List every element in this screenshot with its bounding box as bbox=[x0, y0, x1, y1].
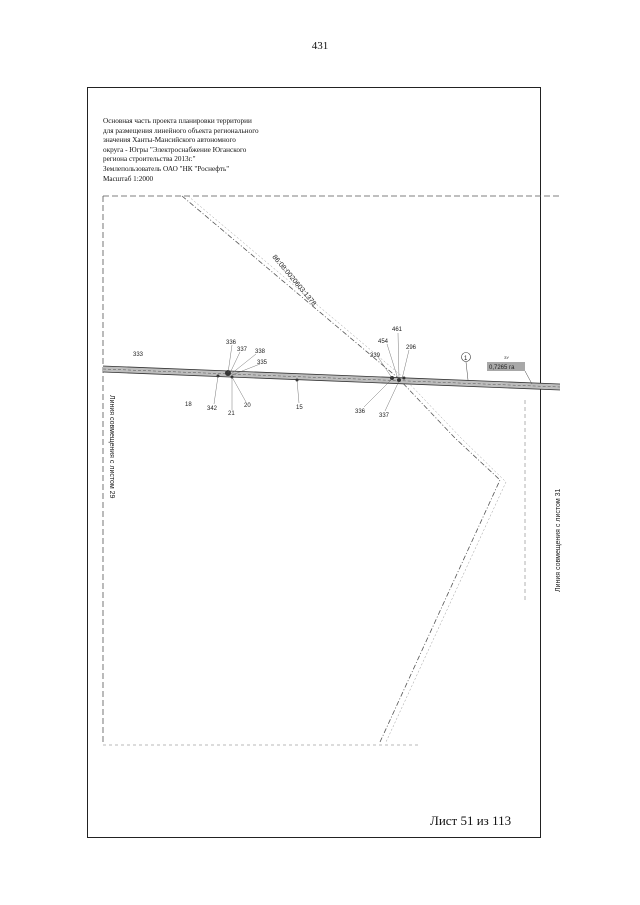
area-small-label: ЗУ bbox=[504, 355, 509, 360]
leader bbox=[232, 377, 246, 402]
point-label: 461 bbox=[392, 327, 403, 333]
title-line: значения Ханты-Мансийского автономного bbox=[103, 136, 236, 145]
leader bbox=[228, 345, 232, 373]
point-label: 337 bbox=[237, 347, 248, 353]
parcel-boundary bbox=[182, 196, 500, 742]
point-label: 338 bbox=[255, 349, 266, 355]
point-label: 336 bbox=[355, 409, 366, 415]
leader bbox=[387, 344, 398, 379]
title-line: округа - Югры "Электроснабжение Юганского bbox=[103, 145, 247, 154]
leader bbox=[378, 357, 392, 378]
left-match-line-label: Линия совмещения с листом 29 bbox=[108, 395, 115, 499]
sheet-footer: Лист 51 из 113 bbox=[430, 813, 512, 828]
point-label: 339 bbox=[370, 353, 381, 359]
leader bbox=[231, 354, 256, 374]
area-label: 0,7265 га bbox=[489, 365, 515, 371]
point-label: 335 bbox=[257, 360, 268, 366]
leader bbox=[297, 380, 299, 403]
area-marker-leader bbox=[466, 362, 468, 380]
title-line: Основная часть проекта планировки территории bbox=[103, 117, 252, 125]
point-marker bbox=[403, 377, 406, 380]
title-line: Землепользователь ОАО "НК "Роснефть" bbox=[103, 164, 230, 173]
parcel-number-label: 86:08:0020603:1378 bbox=[270, 253, 318, 308]
area-leader bbox=[525, 371, 532, 384]
scale-line: Масштаб 1:2000 bbox=[103, 174, 154, 183]
point-label: 342 bbox=[207, 406, 218, 412]
page-number: 431 bbox=[311, 40, 329, 52]
leader bbox=[402, 350, 409, 379]
leader bbox=[230, 352, 240, 373]
point-label: 337 bbox=[379, 413, 390, 419]
right-match-line-label: Линия совмещения с листом 31 bbox=[555, 488, 562, 592]
leader bbox=[385, 381, 399, 411]
area-marker: 1 bbox=[464, 356, 468, 362]
leader bbox=[398, 333, 399, 379]
point-label: 21 bbox=[228, 411, 235, 417]
point-label: 454 bbox=[378, 339, 389, 345]
leader bbox=[214, 376, 218, 404]
title-line: региона строительства 2013г." bbox=[103, 155, 196, 164]
parcel-boundary-inner bbox=[188, 196, 506, 742]
point-label: 333 bbox=[133, 352, 144, 358]
point-label: 18 bbox=[185, 402, 192, 408]
title-line: для размещения линейного объекта регионального bbox=[103, 126, 259, 135]
point-label: 20 bbox=[244, 403, 251, 409]
point-label: 336 bbox=[226, 340, 237, 346]
point-label: 296 bbox=[406, 345, 417, 351]
point-label: 15 bbox=[296, 405, 303, 411]
